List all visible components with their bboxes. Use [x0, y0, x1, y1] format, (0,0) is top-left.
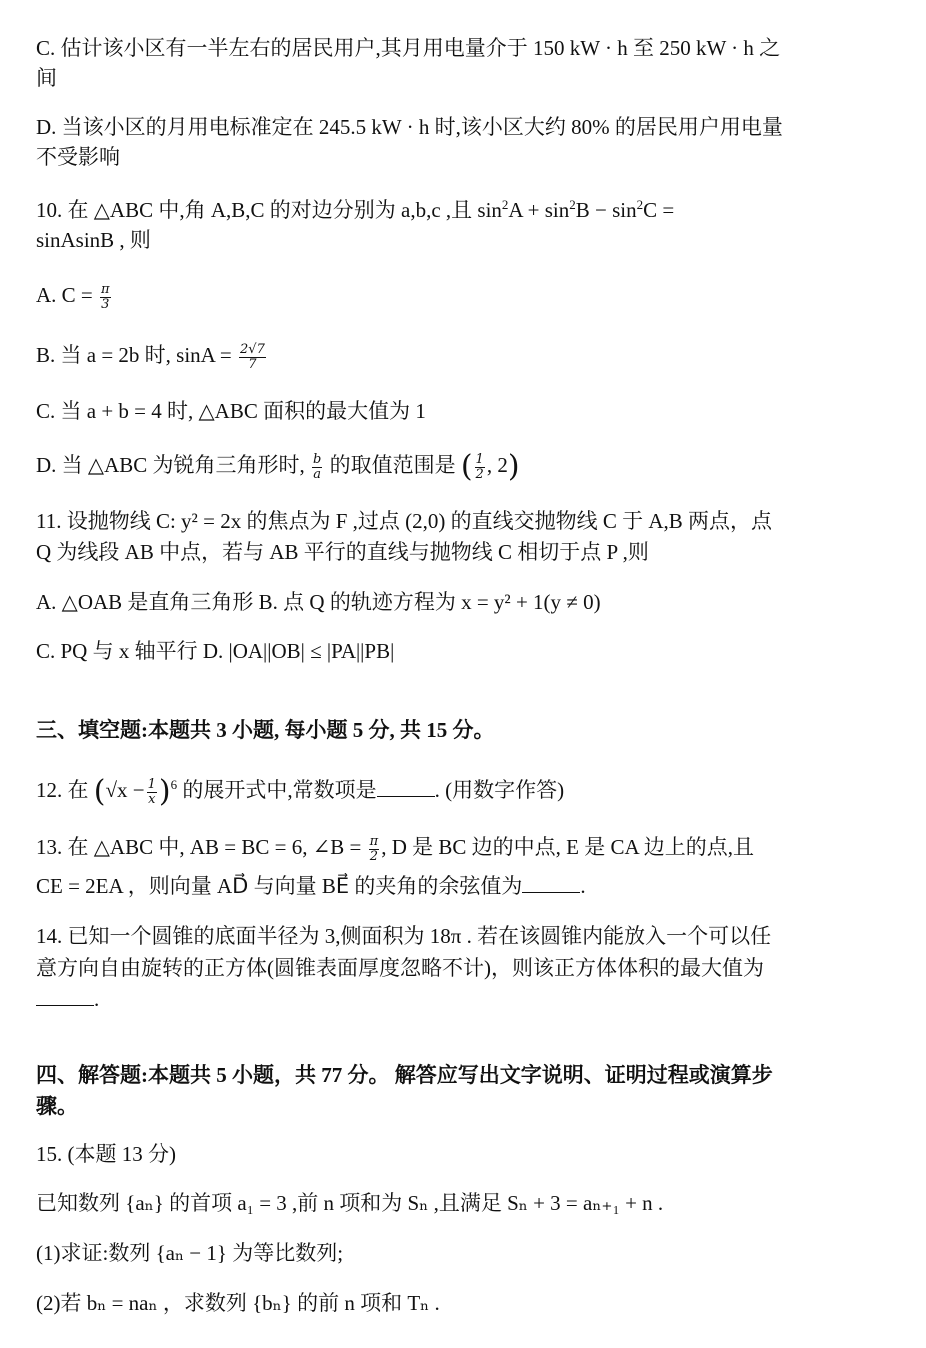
q11-options-cd: C. PQ 与 x 轴平行 D. |OA||OB| ≤ |PA||PB|	[36, 639, 395, 663]
q10-option-b	[36, 340, 896, 372]
q13-line1	[36, 832, 896, 864]
q10-option-a-num: π	[101, 281, 110, 297]
q10-option-d-mid: 的取值范围是	[329, 453, 456, 477]
q12-line	[36, 774, 896, 810]
q12-close-paren: )	[158, 774, 171, 810]
q12-open-paren: (	[93, 774, 106, 810]
q10-option-d-frac-num: b	[313, 451, 322, 467]
q10-option-b-prefix: B. 当 a = 2b 时, sinA =	[36, 343, 232, 367]
q12-expr: √x −	[105, 778, 145, 802]
q9-option-d-line2: 不受影响	[36, 145, 120, 169]
q10-option-a-fraction	[100, 283, 111, 312]
q13-line2	[36, 871, 896, 901]
section3-title: 三、填空题:本题共 3 小题, 每小题 5 分, 共 15 分。	[36, 718, 495, 742]
q12-tail: . (用数字作答)	[434, 778, 565, 802]
q10-option-a	[36, 280, 896, 312]
q15-stem: 已知数列 {aₙ} 的首项 a₁ = 3 ,前 n 项和为 Sₙ ,且满足 Sₙ + 3 = aₙ₊₁ + n .	[36, 1191, 664, 1215]
q14-answer-blank	[36, 987, 94, 1006]
q10-option-d-close-paren: )	[507, 449, 520, 485]
q10-option-c: C. 当 a + b = 4 时, △ABC 面积的最大值为 1	[36, 399, 426, 423]
q10-stem-part-c: B − sin	[575, 198, 637, 222]
q10-exp-1: 2	[501, 197, 509, 212]
q9-option-c-line2: 间	[36, 66, 57, 90]
q10-option-d-int-end: , 2	[486, 453, 508, 477]
q9-option-d-line1: D. 当该小区的月用电标准定在 245.5 kW · h 时,该小区大约 80% 的居民用户用电量	[36, 115, 783, 139]
q10-option-a-den: 3	[101, 296, 110, 312]
q13-line2-tail: .	[580, 874, 586, 898]
q10-stem-part-d: C =	[643, 198, 675, 222]
q10-option-b-num: 2√7	[240, 341, 265, 357]
q12-frac-den: x	[148, 791, 156, 807]
q12-frac-num: 1	[147, 776, 156, 792]
q12-exponent: 6	[170, 777, 178, 792]
q10-option-d-int-den: 2	[475, 466, 484, 482]
q10-option-d-fraction	[312, 453, 322, 482]
q10-stem-line1	[36, 195, 896, 225]
q10-option-b-den: 7	[248, 356, 257, 372]
q12-fraction	[147, 778, 157, 807]
q10-stem-part-a: 10. 在 △ABC 中,角 A,B,C 的对边分别为 a,b,c ,且 sin	[36, 198, 502, 222]
q11-stem-line2: Q 为线段 AB 中点，若与 AB 平行的直线与抛物线 C 相切于点 P ,则	[36, 540, 649, 564]
q10-stem-line2: sinAsinB , 则	[36, 228, 151, 252]
q13-line1-b: , D 是 BC 边的中点, E 是 CA 边上的点,且	[381, 835, 754, 859]
q14-line2: 意方向自由旋转的正方体(圆锥表面厚度忽略不计)，则该正方体体积的最大值为	[36, 956, 764, 980]
section4-title-line2: 骤。	[36, 1094, 78, 1118]
q11-options-ab: A. △OAB 是直角三角形 B. 点 Q 的轨迹方程为 x = y² + 1(y ≠ 0)	[36, 590, 601, 614]
q15-part2: (2)若 bₙ = naₙ ，求数列 {bₙ} 的前 n 项和 Tₙ .	[36, 1291, 440, 1315]
q10-option-a-prefix: A. C =	[36, 283, 93, 307]
q10-option-d	[36, 449, 896, 485]
q13-fraction	[369, 835, 380, 864]
q10-exp-3: 2	[636, 197, 644, 212]
q12-prefix: 12. 在	[36, 778, 89, 802]
q12-answer-blank	[377, 778, 435, 797]
q10-option-b-fraction	[239, 343, 266, 372]
q11-stem-line1: 11. 设抛物线 C: y² = 2x 的焦点为 F ,过点 (2,0) 的直线交抛物线 C 于 A,B 两点，点	[36, 509, 773, 533]
q15-header: 15. (本题 13 分)	[36, 1142, 176, 1166]
q14-line1: 14. 已知一个圆锥的底面半径为 3,侧面积为 18π . 若在该圆锥内能放入一个可以任	[36, 924, 772, 948]
q10-stem-part-b: A + sin	[508, 198, 570, 222]
q10-option-d-interval-fraction	[475, 453, 485, 482]
q10-option-d-open-paren: (	[460, 449, 473, 485]
q13-frac-num: π	[369, 833, 379, 849]
q13-answer-blank	[522, 874, 580, 893]
q9-option-c-line1: C. 估计该小区有一半左右的居民用户,其月用电量介于 150 kW · h 至 250 kW · h 之	[36, 36, 781, 60]
section4-title-line1: 四、解答题:本题共 5 小题，共 77 分。 解答应写出文字说明、证明过程或演算步	[36, 1063, 773, 1087]
q13-line2-a: CE = 2EA ，则向量 AD⃗ 与向量 BE⃗ 的夹角的余弦值为	[36, 874, 523, 898]
q13-frac-den: 2	[369, 848, 379, 864]
q14-line3	[36, 984, 896, 1014]
q14-line3-tail: .	[94, 987, 100, 1011]
q15-part1: (1)求证:数列 {aₙ − 1} 为等比数列;	[36, 1241, 344, 1265]
q10-option-d-int-num: 1	[475, 451, 484, 467]
q10-exp-2: 2	[569, 197, 576, 212]
q10-option-d-prefix: D. 当 △ABC 为锐角三角形时,	[36, 453, 305, 477]
q13-line1-a: 13. 在 △ABC 中, AB = BC = 6, ∠B =	[36, 835, 362, 859]
q12-suffix: 的展开式中,常数项是	[182, 778, 377, 802]
q10-option-d-frac-den: a	[313, 466, 322, 482]
